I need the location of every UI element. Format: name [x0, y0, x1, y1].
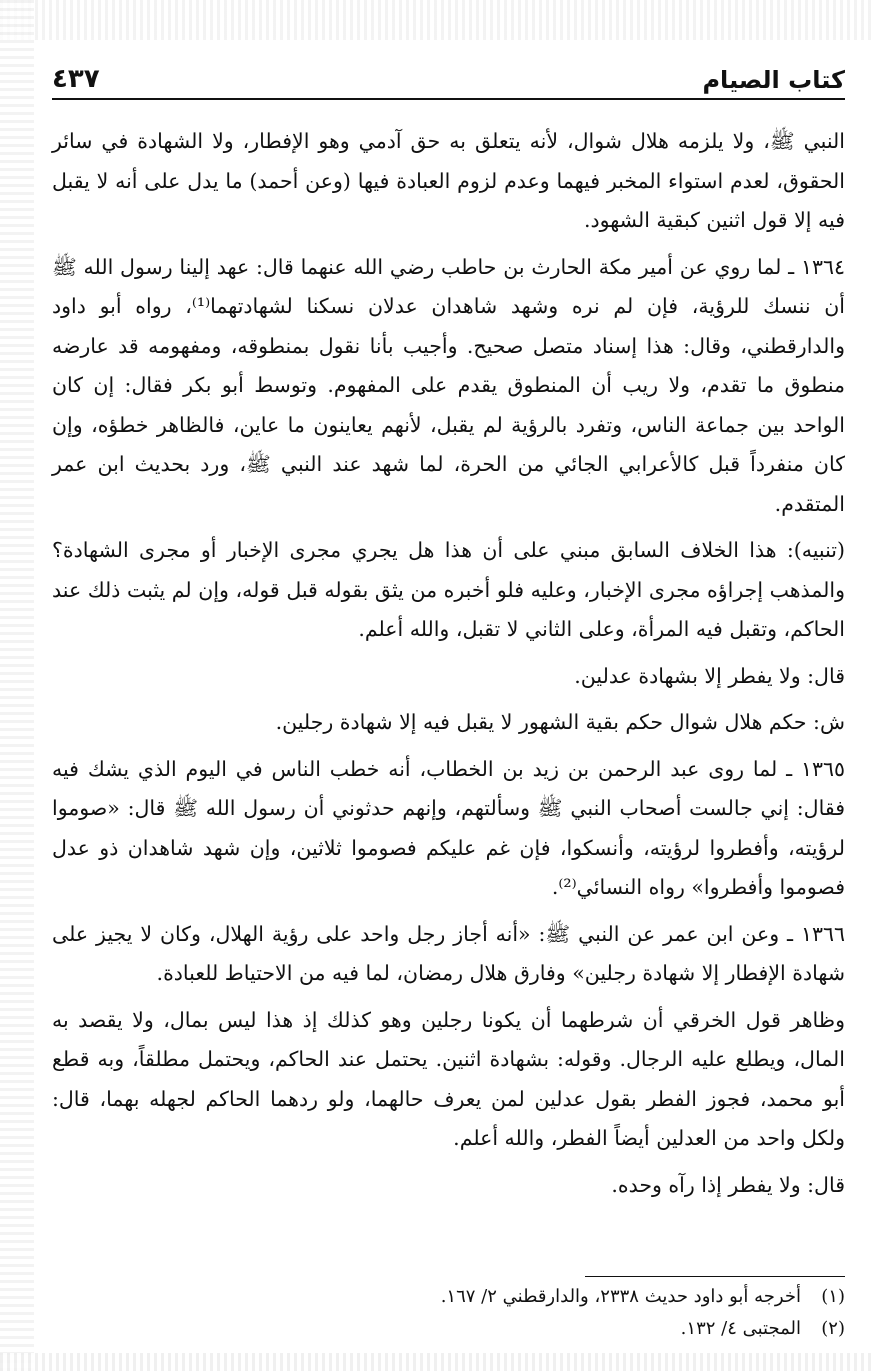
paragraph: ١٣٦٤ ـ لما روي عن أمير مكة الحارث بن حاطب رضي الله عنهما قال: عهد إلينا رسول الله ﷺ أن ننسك للرؤية، فإن لم نره وشهد شاهدان عدلان نسكنا لشهادتهما⁽¹⁾، رواه أبو داود والدارقطني، وقال: هذا إسناد متصل صحيح. وأجيب بأنا نقول بمنطوقه، ومفهومه قد عارضه منطوق ما تقدم، ولا ريب أن المنطوق يقدم على المفهوم. وتوسط أبو بكر فقال: إن كان الواحد بين جماعة الناس، وتفرد بالرؤية لم يقبل، لأنهم يعاينون ما عاين، فالظاهر خطؤه، وإن كان منفرداً قبل كالأعرابي الجائي من الحرة، لما شهد عند النبي ﷺ، ورد بحديث ابن عمر المتقدم. [52, 254, 846, 516]
scan-edge-top [0, 0, 873, 40]
footnote-item [52, 1281, 845, 1313]
footnote-number: (٢) [821, 1318, 845, 1339]
footnote-number: (١) [821, 1286, 845, 1307]
paragraph: ١٣٦٥ ـ لما روى عبد الرحمن بن زيد بن الخطاب، أنه خطب الناس في اليوم الذي يشك فيه فقال: إني جالست أصحاب النبي ﷺ وسألتهم، وإنهم حدثوني أن رسول الله ﷺ قال: «صوموا لرؤيته، وأفطروا لرؤيته، وأنسكوا، فإن غم عليكم فصوموا ثلاثين، وإن شهد شاهدان ذو عدل فصوموا وأفطروا» رواه النسائي⁽²⁾. [52, 756, 845, 899]
footnote-item [52, 1313, 845, 1345]
scan-edge-bottom [0, 1353, 873, 1371]
book-page [52, 50, 845, 1212]
paragraph: ١٣٦٦ ـ وعن ابن عمر عن النبي ﷺ: «أنه أجاز رجل واحد على رؤية الهلال، وكان لا يجيز على شهادة الإفطار إلا شهادة رجلين» وفارق هلال رمضان، لما فيه من الاحتياط للعبادة. [52, 921, 845, 985]
page-number: ٤٣٧ [52, 64, 100, 94]
paragraph: النبي ﷺ، ولا يلزمه هلال شوال، لأنه يتعلق به حق آدمي وهو الإفطار، ولا الشهادة في سائر الحقوق، لعدم استواء المخبر فيهما وعدم لزوم العبادة فيها (وعن أحمد) ما يدل على أنه لا يقبل فيه إلا قول اثنين كبقية الشهود. [52, 129, 845, 232]
footnotes [52, 1276, 845, 1345]
paragraph: قال: ولا يفطر إذا رآه وحده. [611, 1172, 845, 1197]
footnote-text: المجتبى ٤/ ١٣٢. [680, 1318, 801, 1339]
page-header [52, 50, 845, 100]
running-head: كتاب الصيام [702, 66, 845, 94]
paragraph: قال: ولا يفطر إلا بشهادة عدلين. [574, 663, 845, 688]
footnote-text: أخرجه أبو داود حديث ٢٣٣٨، والدارقطني ٢/ ١٦٧. [440, 1286, 801, 1307]
scan-edge-left [0, 0, 34, 1371]
paragraph: (تنبيه): هذا الخلاف السابق مبني على أن هذا هل يجري مجرى الإخبار أو مجرى الشهادة؟ والمذهب إجراؤه مجرى الإخبار، وعليه فلو أخبره من يثق بقوله قبل قوله، وإن لم يثبت ذلك عند الحاكم، وتقبل فيه المرأة، وعلى الثاني لا تقبل، والله أعلم. [52, 538, 845, 641]
footnote-rule [585, 1276, 845, 1277]
paragraph: ش: حكم هلال شوال حكم بقية الشهور لا يقبل فيه إلا شهادة رجلين. [275, 710, 845, 734]
paragraph: وظاهر قول الخرقي أن شرطهما أن يكونا رجلين وهو كذلك إذ هذا ليس بمال، ولا يقصد به المال، ويطلع عليه الرجال. وقوله: بشهادة اثنين. يحتمل عند الحاكم، ويحتمل مطلقاً، وبه قطع أبو محمد، فجوز الفطر بقول عدلين لمن يعرف حالهما، ولو ردهما الحاكم لجهله بهما، قال: ولكل واحد من العدلين أيضاً الفطر، والله أعلم. [52, 1007, 845, 1150]
page-body [52, 122, 845, 1205]
